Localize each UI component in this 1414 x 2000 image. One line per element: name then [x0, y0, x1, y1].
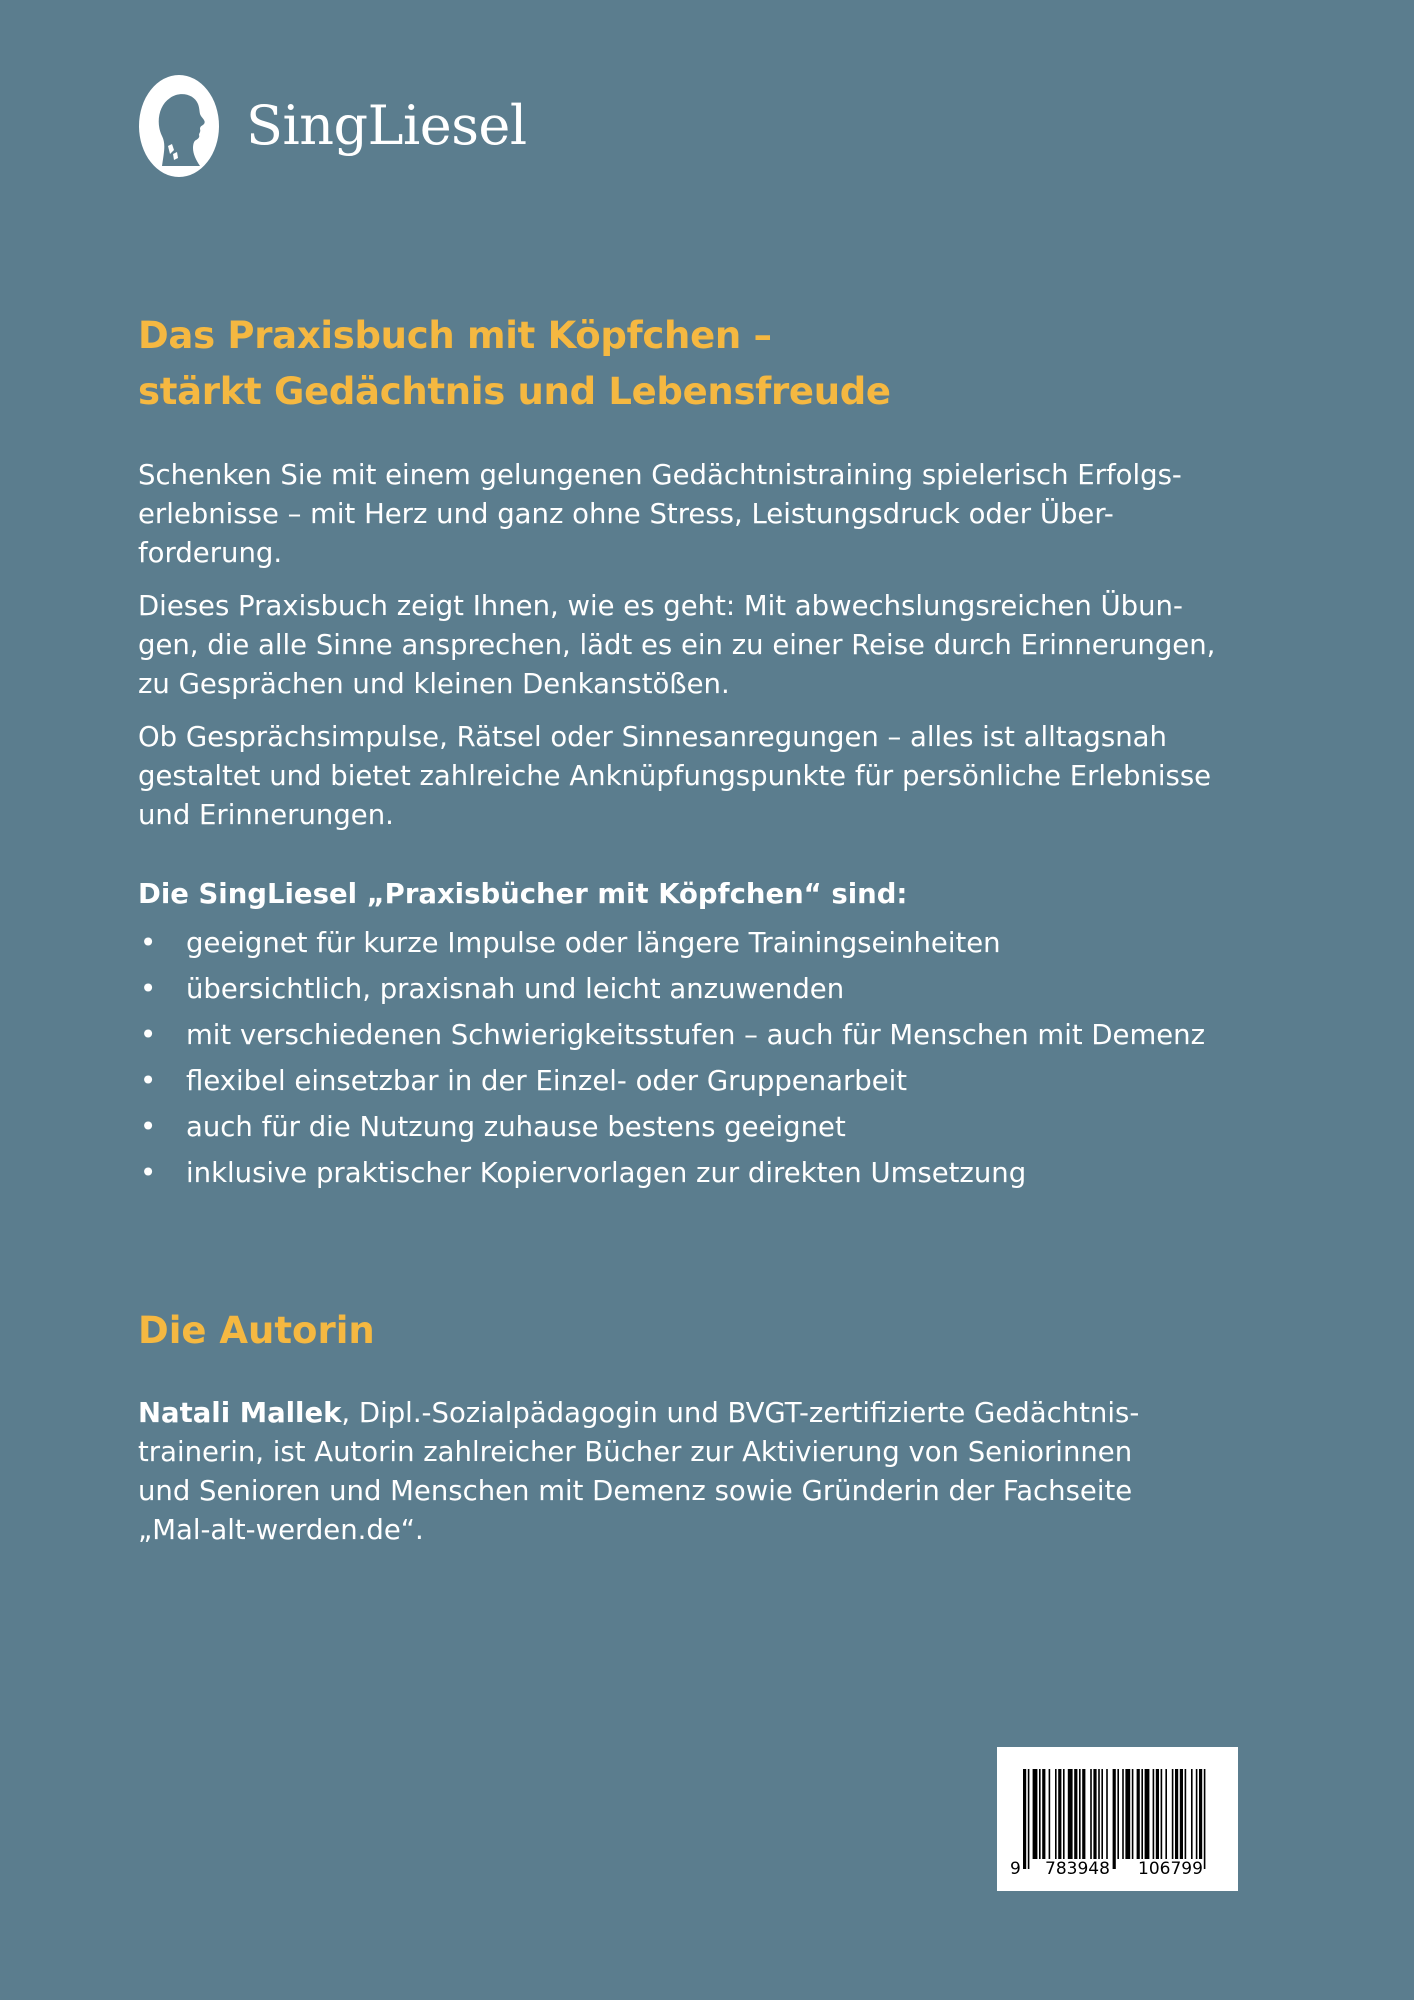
barcode-bar [1125, 1769, 1130, 1859]
list-item [138, 1058, 1205, 1104]
intro-p3-line: gestaltet und bietet zahlreiche Anknüpfungspunkte für persönliche Erlebnisse [138, 760, 1212, 792]
barcode-bar [1079, 1769, 1081, 1859]
barcode-bar [1068, 1769, 1073, 1859]
barcode-bar [1074, 1769, 1077, 1859]
barcode-bar [1028, 1769, 1030, 1869]
barcode-bar [1196, 1769, 1198, 1859]
barcode-bar [1098, 1769, 1100, 1859]
barcode-bar [1023, 1769, 1026, 1869]
barcode-bar [1141, 1769, 1143, 1859]
list-item [138, 966, 1205, 1012]
barcode-bar [1172, 1769, 1174, 1859]
barcode-bar [1101, 1769, 1103, 1859]
barcode-bar [1117, 1769, 1119, 1859]
barcode-bar [1042, 1769, 1045, 1859]
barcode-bar [1039, 1769, 1041, 1859]
list-item-text: übersichtlich, praxisnah und leicht anzuwenden [186, 973, 845, 1005]
barcode-bar [1132, 1769, 1134, 1859]
barcode-bar [1185, 1769, 1187, 1859]
singliesel-logo [138, 74, 527, 178]
bullet-icon: • [140, 1111, 157, 1143]
barcode-bar [1180, 1769, 1183, 1859]
list-item [138, 1104, 1205, 1150]
barcode-bar [1153, 1769, 1155, 1859]
barcode-bar [1082, 1769, 1085, 1859]
barcode-bar [1093, 1769, 1096, 1859]
author-bio [138, 1394, 1139, 1550]
barcode-bar [1175, 1769, 1178, 1859]
barcode-bar [1090, 1769, 1092, 1859]
headline-line-2: stärkt Gedächtnis und Lebensfreude [138, 370, 891, 413]
intro-paragraph-2 [138, 587, 1278, 704]
bullet-icon: • [140, 973, 157, 1005]
barcode-bar [1049, 1769, 1051, 1859]
intro-p3-line: Ob Gesprächsimpulse, Rätsel oder Sinnesanregungen – alles ist alltagsnah [138, 721, 1167, 753]
features-list [138, 920, 1205, 1196]
barcode-bar [1113, 1769, 1116, 1869]
barcode-bar [1063, 1769, 1065, 1859]
author-name: Natali Mallek [138, 1397, 342, 1429]
author-bio-line: „Mal-alt-werden.de“. [138, 1514, 424, 1546]
bullet-icon: • [140, 1157, 157, 1189]
barcode-bar [1165, 1769, 1167, 1859]
intro-p1-line: erlebnisse – mit Herz und ganz ohne Stress, Leistungsdruck oder Über- [138, 498, 1114, 530]
isbn-barcode [997, 1747, 1238, 1891]
barcode-bar [1161, 1769, 1163, 1859]
list-item [138, 1150, 1205, 1196]
intro-paragraph-1 [138, 456, 1278, 573]
author-bio-line: und Senioren und Menschen mit Demenz sowie Gründerin der Fachseite [138, 1475, 1133, 1507]
intro-p1-line: forderung. [138, 537, 283, 569]
bullet-icon: • [140, 1019, 157, 1051]
book-headline [138, 308, 891, 420]
intro-p2-line: gen, die alle Sinne ansprechen, lädt es ein zu einer Reise durch Erinnerungen, [138, 629, 1216, 661]
headline-line-1: Das Praxisbuch mit Köpfchen – [138, 314, 772, 357]
barcode-bar [1055, 1769, 1057, 1859]
list-item-text: inklusive praktischer Kopiervorlagen zur direkten Umsetzung [186, 1157, 1027, 1189]
barcode-first-digit: 9 [1010, 1859, 1021, 1879]
list-item-text: flexibel einsetzbar in der Einzel- oder Gruppenarbeit [186, 1065, 908, 1097]
barcode-bar [1204, 1769, 1206, 1869]
barcode-bar [1137, 1769, 1140, 1859]
barcode-left-group: 783948 [1045, 1859, 1110, 1879]
barcode-bar [1033, 1769, 1038, 1859]
bullet-icon: • [140, 1065, 157, 1097]
author-heading: Die Autorin [138, 1309, 375, 1352]
list-item [138, 920, 1205, 966]
barcode-bar [1199, 1769, 1202, 1859]
list-item [138, 1012, 1205, 1058]
intro-text [138, 456, 1278, 849]
intro-p2-line: Dieses Praxisbuch zeigt Ihnen, wie es geht: Mit abwechslungsreichen Übun- [138, 590, 1183, 622]
barcode-bar [1191, 1769, 1193, 1859]
intro-p2-line: zu Gesprächen und kleinen Denkanstößen. [138, 668, 730, 700]
list-item-text: auch für die Nutzung zuhause bestens geeignet [186, 1111, 846, 1143]
silhouette-cameo-icon [138, 74, 220, 178]
intro-paragraph-3 [138, 718, 1278, 835]
author-bio-line: trainerin, ist Autorin zahlreicher Bücher zur Aktivierung von Seniorinnen [138, 1436, 1133, 1468]
barcode-bar [1106, 1769, 1108, 1859]
list-item-text: mit verschiedenen Schwierigkeitsstufen – auch für Menschen mit Demenz [186, 1019, 1206, 1051]
barcode-bar [1145, 1769, 1150, 1859]
bullet-icon: • [140, 927, 157, 959]
author-bio-text: , Dipl.-Sozialpädagogin und BVGT-zertifizierte Gedächtnis- [341, 1397, 1140, 1429]
brand-wordmark: SingLiesel [246, 94, 527, 157]
barcode-right-group: 106799 [1138, 1859, 1203, 1879]
list-item-text: geeignet für kurze Impulse oder längere Trainingseinheiten [186, 927, 1001, 959]
features-heading: Die SingLiesel „Praxisbücher mit Köpfchen“ sind: [138, 878, 908, 910]
barcode-bar [1122, 1769, 1124, 1859]
intro-p3-line: und Erinnerungen. [138, 799, 394, 831]
barcode-bar [1156, 1769, 1159, 1859]
barcode-bar [1058, 1769, 1061, 1859]
barcode-digits [997, 1859, 1238, 1885]
intro-p1-line: Schenken Sie mit einem gelungenen Gedächtnistraining spielerisch Erfolgs- [138, 459, 1182, 491]
author-bio-line [138, 1394, 1139, 1433]
